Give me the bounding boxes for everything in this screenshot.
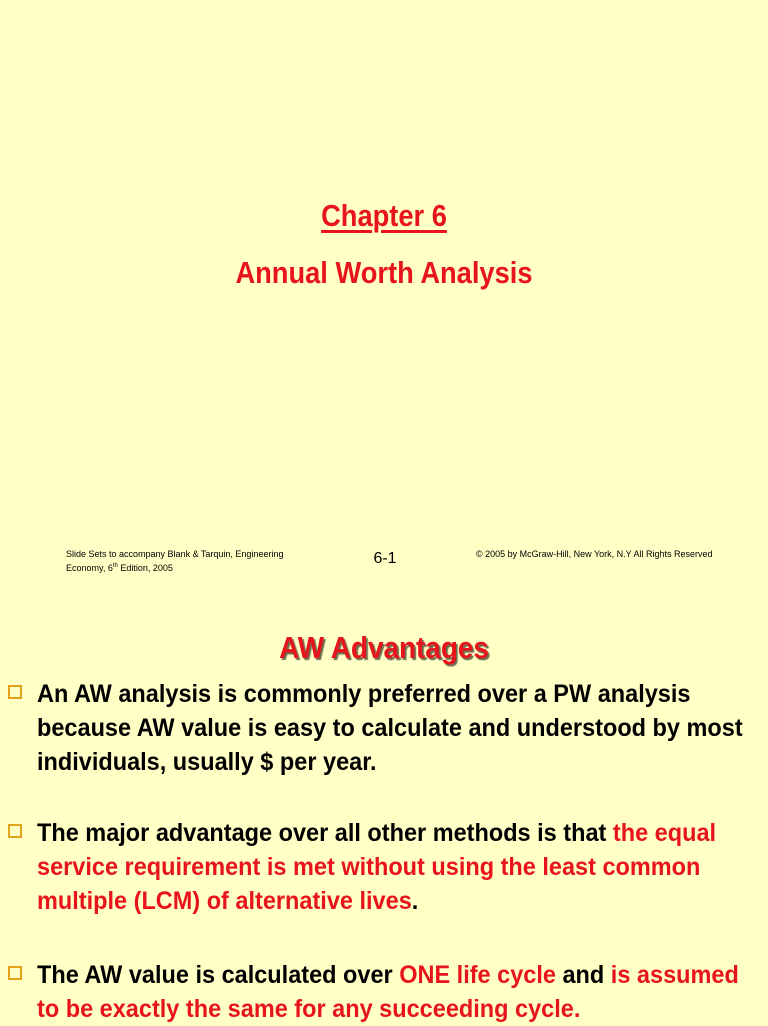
chapter-title: Chapter 6 xyxy=(321,198,447,233)
square-bullet-icon xyxy=(8,685,22,699)
footer-copyright: © 2005 by McGraw-Hill, New York, N.Y All Rights Reserved xyxy=(476,549,713,559)
bullet-line: to be exactly the same for any succeeding cycle. xyxy=(37,995,581,1023)
text-segment: . xyxy=(411,887,419,915)
bullet-text xyxy=(37,958,751,1026)
bullet-line xyxy=(37,958,751,992)
bullet-line: because AW value is easy to calculate and understood by most xyxy=(37,714,743,742)
footer-citation-line1: Slide Sets to accompany Blank & Tarquin, Engineering xyxy=(66,549,284,559)
bullet-line: An AW analysis is commonly preferred over a PW analysis xyxy=(37,680,691,708)
page-number: 6-1 xyxy=(373,550,397,567)
highlight-segment: the equal xyxy=(612,819,717,847)
bullet-line xyxy=(37,884,751,918)
footer-citation-text-end: Edition, 2005 xyxy=(117,563,173,573)
bullet-line xyxy=(37,816,751,850)
highlight-segment: multiple (LCM) of alternative lives xyxy=(37,887,412,915)
footer-citation-line2 xyxy=(66,560,306,574)
text-segment: The major advantage over all other methods is that xyxy=(37,819,613,847)
bullet-line: individuals, usually $ per year. xyxy=(37,748,377,776)
bullet-text xyxy=(37,677,751,779)
slide-2 xyxy=(0,600,768,1024)
chapter-subtitle: Annual Worth Analysis xyxy=(235,255,533,290)
footer-citation xyxy=(66,548,306,574)
footer-citation-text: Economy, 6 xyxy=(66,563,113,573)
bullet-line: service requirement is met without using the least common xyxy=(37,853,701,881)
text-segment: and xyxy=(555,961,611,989)
square-bullet-icon xyxy=(8,824,22,838)
bullet-text xyxy=(37,816,751,918)
text-segment: The AW value is calculated over xyxy=(37,961,400,989)
square-bullet-icon xyxy=(8,966,22,980)
highlight-segment: is assumed xyxy=(610,961,739,989)
footer-citation-sup: th xyxy=(112,563,118,569)
highlight-segment: ONE life cycle xyxy=(399,961,556,989)
slide-title: AW Advantages xyxy=(279,630,489,665)
